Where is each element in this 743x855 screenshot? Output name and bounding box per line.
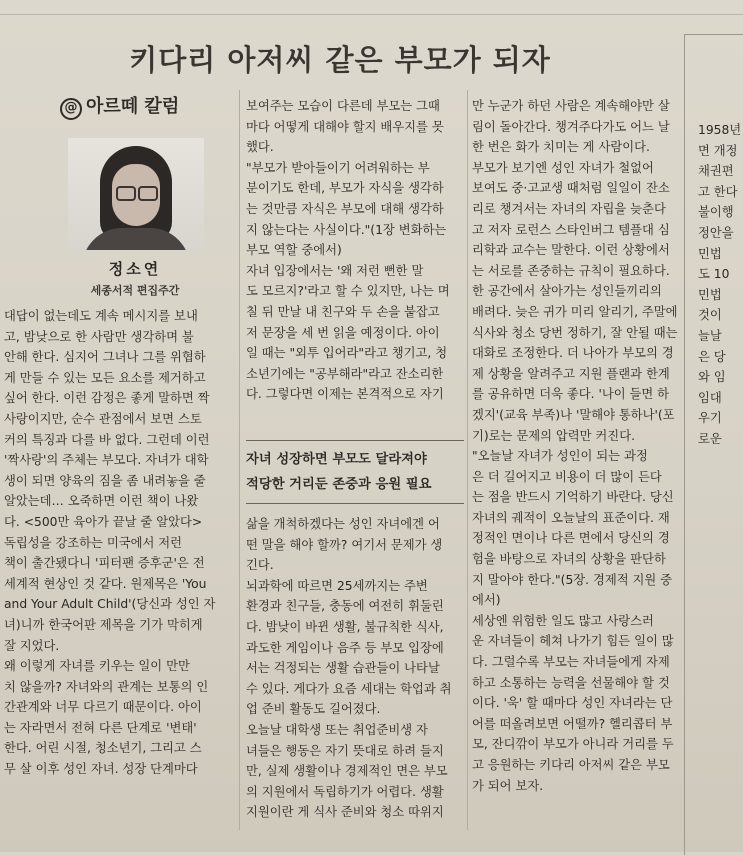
text-line: 는 자라면서 전혀 다른 단계로 '변태' [4,720,197,735]
text-line: 험을 바탕으로 자녀의 상황을 판단하 [472,552,666,567]
text-line: 적당한 거리둔 존중과 응원 필요 [246,477,432,492]
top-strip [0,0,743,15]
text-line: 채권편 [698,164,734,179]
author-affiliation: 세종서적 편집주간 [90,284,180,297]
text-line: 떤 말을 해야 할까? 여기서 문제가 생 [246,537,443,552]
text-line: 안해 한다. 심지어 그녀나 그를 위협하 [4,350,206,365]
text-line: 싶어 한다. 이런 감정은 좋게 말하면 짝 [4,391,210,406]
text-line: 녀들은 행동은 자기 뜻대로 하려 들지 [246,743,444,758]
text-line: 커의 특징과 다를 바 없다. 그런데 이런 [4,432,210,447]
text-line: 한 공간에서 살아가는 성인들끼리의 [472,284,662,299]
text-line: 림이 돌아간다. 챙겨주다가도 어느 날 [472,119,670,134]
text-line: 환경과 친구들, 충동에 여전히 휘둘린 [246,599,444,614]
text-line: 세상엔 위험한 일도 많고 사랑스러 [472,613,654,628]
text-line: 잘 지었다. [4,638,60,653]
text-line: 민법 [698,246,722,261]
text-line: 는 서로를 존중하는 규칙이 필요하다. [472,263,670,278]
text-line: 칠 뒤 만날 내 친구와 두 손을 붙잡고 [246,304,440,319]
text-line: 이다. '욱' 할 때마다 성인 자녀라는 단 [472,696,673,711]
text-line: 간관계와 너무 다르기 때문이다. 아이 [4,700,202,715]
text-line: 치 않을까? 자녀와의 관계는 보통의 인 [4,679,209,694]
text-line: 긴다. [246,558,274,573]
text-line: 지 말아야 한다."(5장. 경제적 지원 중 [472,572,673,587]
text-line: 왜 이렇게 자녀를 키우는 일이 만만 [4,659,190,674]
text-line: 제 상황을 알려주고 지원 플랜과 한계 [472,366,670,381]
column-4-adjacent [698,120,743,450]
text-line: 고 한다 [698,184,738,199]
text-line: 일 때는 "외투 입어라"라고 챙기고, 청 [246,346,448,361]
text-line: 삶을 개척하겠다는 성인 자녀에겐 어 [246,517,440,531]
author-name: 정소연 [108,260,162,278]
text-line: 소년기에는 "공부해라"라고 잔소리한 [246,366,444,381]
author-photo [68,138,204,250]
text-line: "오늘날 자녀가 성인이 되는 과정 [472,449,648,464]
text-line: 식사와 청소 당번 정하기, 잘 안될 때는 [472,325,678,340]
text-line: and Your Adult Child'(당신과 성인 자 [4,597,216,612]
column-label-text: 아르떼 칼럼 [86,96,180,117]
text-line: 가 되어 보자. [472,778,544,793]
text-line: 만 누군가 하던 사람은 계속해야만 살 [472,99,670,113]
text-line: '짝사랑'의 주체는 부모다. 자녀가 대학 [4,453,209,468]
text-line: 리로 챙겨서는 자녀의 자립을 늦춘다 [472,201,666,216]
text-line: 만, 실제 생활이나 경제적인 면은 부모 [246,764,448,779]
text-line: 고 저자 로런스 스타인버그 템플대 심 [472,222,670,237]
text-line: 다. 밤낮이 바뀐 생활, 불규칙한 식사, [246,619,444,634]
text-line: 정안을 [698,225,734,240]
text-line: 정적인 면이나 다른 면에서 당신의 경 [472,531,670,546]
text-line: 한 번은 화가 치미는 게 사람이다. [472,140,650,155]
text-line: 자녀의 궤적이 오늘날의 표준이다. 재 [472,510,670,525]
text-line: 독립성을 강조하는 미국에서 저런 [4,535,183,550]
text-line: 과도한 게임이나 음주 등 부모 입장에 [246,640,444,655]
text-line: 와 임 [698,370,726,385]
text-line: 뇌과학에 따르면 25세까지는 주변 [246,578,428,593]
column-divider [239,90,240,830]
text-line: 우기 [698,411,722,426]
column-2-bottom [246,514,464,823]
text-line: 의 지원에서 독립하기가 어렵다. 생활 [246,784,444,799]
text-line: 보여주는 모습이 다른데 부모는 그때 [246,99,440,113]
text-line: 어를 떠올려보면 어떨까? 헬리콥터 부 [472,716,673,731]
text-line: 세계적 현상인 것 같다. 원제목은 'You [4,576,207,591]
text-line: 은 더 길어지고 비용이 더 많이 든다 [472,469,662,484]
text-line: 서는 걱정되는 생활 습관들이 나타날 [246,661,440,676]
text-line: 고, 밤낮으로 한 사람만 생각하며 불 [4,329,194,344]
text-line: 에서) [472,593,501,608]
text-line: 1958년 [698,123,742,137]
text-line: 부모가 보기엔 성인 자녀가 철없어 [472,160,654,175]
text-line: 무 살 이후 성인 자녀. 성장 단계마다 [4,762,198,777]
text-line: 은 당 [698,349,726,364]
column-3 [472,96,680,796]
text-line: 지원이란 게 식사 준비와 청소 따위지 [246,805,444,820]
text-line: 다. 그럴수록 부모는 자녀들에게 자제 [472,655,670,670]
text-line: 분이기도 한데, 부모가 자식을 생각하 [246,181,444,196]
text-line: 배려다. 늦은 귀가 미리 알리기, 주말에 [472,304,678,319]
text-line: 부모 역할 중에서) [246,243,342,258]
subheadline [246,440,464,504]
text-line: 알았는데… 오죽하면 이런 책이 나왔 [4,494,199,509]
text-line: 모, 잔디깎이 부모가 아니라 거리를 두 [472,737,674,752]
text-line: 업 준비 활동도 길어졌다. [246,702,381,717]
text-line: 도 모르지?'라고 할 수 있지만, 나는 며 [246,284,450,299]
text-line: 리학과 교수는 말한다. 이런 상황에서 [472,243,670,258]
column-2-top [246,96,464,405]
text-line: "부모가 받아들이기 어려워하는 부 [246,160,430,175]
text-line: 불이행 [698,205,734,220]
text-line: 다. 그렇다면 이제는 본격적으로 자기 [246,387,444,402]
text-line: 저 문장을 세 번 읽을 예정이다. 아이 [246,325,440,340]
text-line: 대화로 조정한다. 더 나아가 부모의 경 [472,346,674,361]
column-label [60,92,179,120]
text-line: 생이 되면 양육의 짐을 좀 내려놓을 줄 [4,473,206,488]
text-line: 게 만들 수 있는 모든 요소를 제거하고 [4,370,206,385]
text-line: 늘날 [698,328,722,343]
text-line: 를 공유하면 더욱 좋다. '나이 들면 하 [472,387,670,402]
text-line: 민법 [698,287,722,302]
headline: 키다리 아저씨 같은 부모가 되자 [129,43,551,77]
text-line: 녀)니까 한국어판 제목을 기가 막히게 [4,617,203,632]
text-line: 지 않는다는 사실이다."(1장 변화하는 [246,222,447,237]
text-line: 수 있다. 게다가 요즘 세대는 학업과 취 [246,681,452,696]
text-line: 보여도 중·고교생 때처럼 일일이 잔소 [472,181,670,196]
text-line: 마다 어떻게 대해야 할지 배우지를 못 [246,119,444,134]
text-line: 대답이 없는데도 계속 메시지를 보내 [4,309,198,323]
text-line: 임대 [698,390,722,405]
text-line: 는 것만큼 자식은 부모에 대해 생각하 [246,201,444,216]
text-line: 오늘날 대학생 또는 취업준비생 자 [246,722,428,737]
text-line: 고 응원하는 키다리 아저씨 같은 부모 [472,758,670,772]
column-1 [4,306,234,780]
column-divider [467,90,468,830]
text-line: 자녀 입장에서는 '왜 저런 뻔한 말 [246,263,424,278]
text-line: 하고 소통하는 능력을 선물해야 할 것 [472,675,670,690]
text-line: 기)로는 문제의 압력만 커진다. [472,428,635,443]
text-line: 면 개정 [698,143,738,158]
text-line: 는 점을 반드시 기억하기 바란다. 당신 [472,490,674,505]
text-line: 것이 [698,308,722,323]
at-sign-icon: @ [60,98,82,120]
text-line: 로운 [698,431,722,446]
text-line: 운 자녀들이 헤쳐 나가기 힘든 일이 많 [472,634,674,649]
text-line: 사랑이지만, 순수 관점에서 보면 스토 [4,411,202,426]
text-line: 겠지'(교육 부족)나 '말해야 통하나'(포 [472,407,675,422]
text-line: 했다. [246,140,274,155]
text-line: 책이 출간됐다니 '피터팬 증후군'은 전 [4,556,205,571]
text-line: 한다. 어린 시절, 청소년기, 그리고 스 [4,741,202,756]
text-line: 도 10 [698,267,730,282]
text-line: 자녀 성장하면 부모도 달라져야 [246,452,427,467]
text-line: 다. <500만 육아가 끝날 줄 알았다> [4,514,203,529]
